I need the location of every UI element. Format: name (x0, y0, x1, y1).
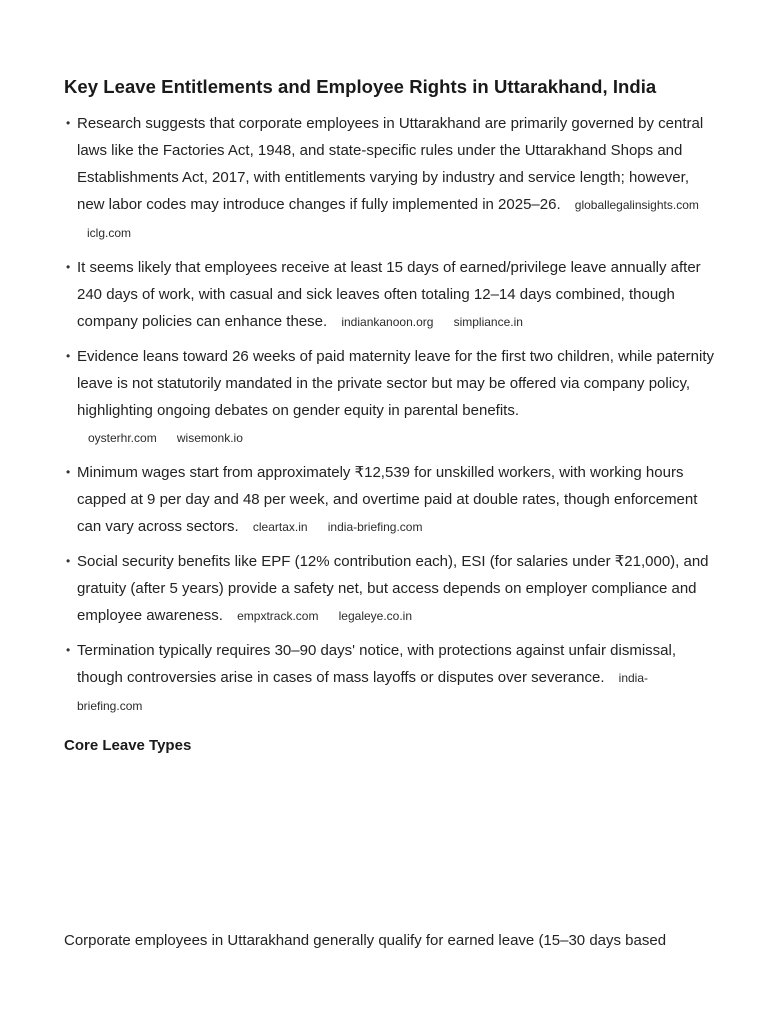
source-links (243, 518, 429, 535)
list-item (64, 254, 714, 336)
list-item (64, 548, 714, 630)
bullet-text: Termination typically requires 30–90 days' notice, with protections against unfair dismissal, though controversies arise in cases of mass layoffs or disputes over severance. (77, 642, 676, 686)
list-item (64, 459, 714, 541)
source-link[interactable]: iclg.com (87, 226, 132, 240)
source-links (227, 607, 418, 624)
source-link[interactable]: empxtrack.com (237, 609, 319, 623)
key-points-list (64, 110, 714, 727)
source-link[interactable]: wisemonk.io (176, 431, 243, 445)
body-paragraph: Corporate employees in Uttarakhand generally qualify for earned leave (15–30 days based (64, 932, 667, 949)
bullet-text: Evidence leans toward 26 weeks of paid maternity leave for the first two children, while paternity leave is not statutorily mandated in the private sector but may be offered via company policy, highlighting ongoing debates on gender equity in parental benefits. (77, 348, 714, 419)
list-item (64, 110, 714, 247)
source-link[interactable]: legaleye.co.in (338, 609, 413, 623)
source-links (77, 424, 714, 452)
list-item (64, 343, 714, 452)
list-item (64, 637, 714, 720)
content-placeholder (64, 760, 704, 920)
source-link[interactable]: cleartax.in (252, 520, 308, 534)
source-link[interactable]: simpliance.in (453, 315, 523, 329)
bullet-text: Social security benefits like EPF (12% contribution each), ESI (for salaries under ₹21,000), and gratuity (after 5 years) provide a safety net, but access depends on employer compliance and employee awareness. (77, 553, 709, 624)
source-link[interactable]: oysterhr.com (88, 431, 157, 445)
source-link[interactable]: india-briefing.com (327, 520, 423, 534)
source-link[interactable]: globallegalinsights.com (574, 198, 699, 212)
source-links (331, 313, 529, 330)
bullet-text: Minimum wages start from approximately ₹12,539 for unskilled workers, with working hours capped at 9 per day and 48 per week, and overtime paid at double rates, though enforcement can vary across sectors. (77, 464, 698, 535)
source-link[interactable]: india-briefing.com (77, 671, 649, 713)
page-title: Key Leave Entitlements and Employee Rights in Uttarakhand, India (64, 76, 657, 97)
section-heading: Core Leave Types (64, 737, 192, 754)
bullet-text: Research suggests that corporate employees in Uttarakhand are primarily governed by central laws like the Factories Act, 1948, and state-specific rules under the Uttarakhand Shops and Establishments Act, 2017, with entitlements varying by industry and service length; however, new labor codes may introduce changes if fully implemented in 2025–26. (77, 115, 704, 213)
page-cutoff (0, 958, 768, 1024)
source-link[interactable]: indiankanoon.org (341, 315, 434, 329)
bullet-text: It seems likely that employees receive at least 15 days of earned/privilege leave annually after 240 days of work, with casual and sick leaves often totaling 12–14 days combined, though company policies can enhance these. (77, 259, 701, 330)
